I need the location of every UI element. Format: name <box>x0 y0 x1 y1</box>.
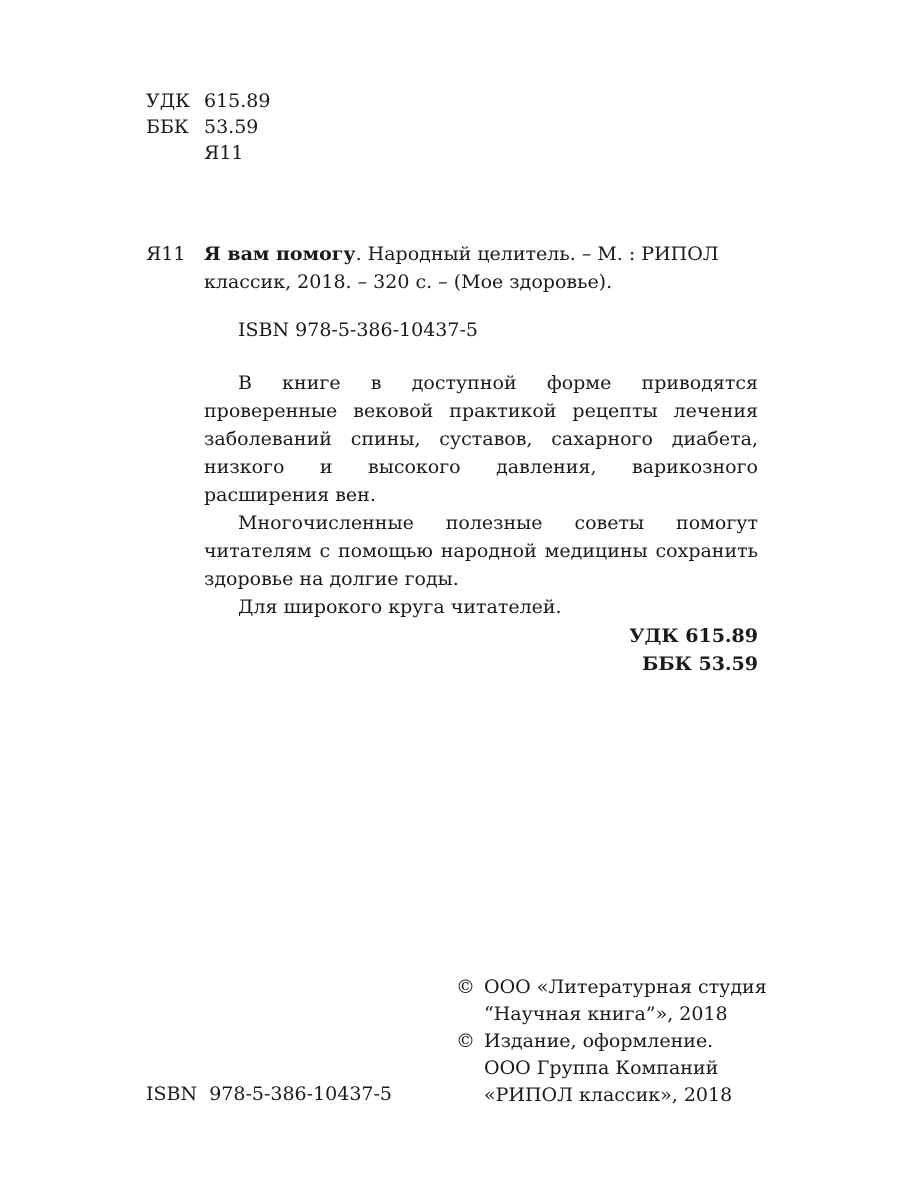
copyright-symbol-2: © <box>456 1030 475 1052</box>
copyright-line-5: «РИПОЛ классик», 2018 <box>484 1084 733 1106</box>
annotation-paragraph-3: Для широкого круга читателей. <box>238 596 562 618</box>
entry-line1-rest: . Народный целитель. – М. : РИПОЛ <box>355 243 719 265</box>
entry-line2: классик, 2018. – 320 с. – (Мое здоровье). <box>204 271 613 293</box>
right-udk: УДК 615.89 <box>629 625 758 647</box>
right-codes <box>629 622 758 678</box>
author-mark-row <box>146 140 270 166</box>
udk-value: 615.89 <box>204 90 271 112</box>
copyright-symbol-1: © <box>456 976 475 998</box>
book-title: Я вам помогу <box>204 243 356 265</box>
right-bbk: ББК 53.59 <box>642 653 758 675</box>
udk-row <box>146 88 270 114</box>
annotation <box>204 369 758 621</box>
bottom-isbn: ISBN 978-5-386-10437-5 <box>146 1083 393 1105</box>
annotation-paragraph-2: Многочисленные полезные советы помогут читателям с помощью народной медицины сохранить здоровье на долгие годы. <box>204 512 758 590</box>
copyright-line-1: ООО «Литературная студия <box>484 976 767 998</box>
copyright-line-4: ООО Группа Компаний <box>484 1057 719 1079</box>
bbk-value: 53.59 <box>204 116 259 138</box>
copyright-block <box>456 974 767 1109</box>
copyright-line-3: Издание, оформление. <box>484 1030 714 1052</box>
isbn-line: ISBN 978-5-386-10437-5 <box>238 319 478 341</box>
bbk-row <box>146 114 270 140</box>
entry-body <box>204 240 758 296</box>
udk-label: УДК <box>146 90 190 112</box>
bbk-label: ББК <box>146 116 189 138</box>
bibliographic-entry <box>146 240 758 296</box>
classification-codes <box>146 88 270 166</box>
author-mark: Я11 <box>204 142 244 164</box>
entry-mark: Я11 <box>146 243 186 265</box>
copyright-line-2: “Научная книга”», 2018 <box>484 1003 728 1025</box>
annotation-paragraph-1: В книге в доступной форме приводятся проверенные вековой практикой рецепты лечения заболеваний спины, суставов, сахарного диабета, низкого и высокого давления, варикозного расширения вен. <box>204 372 758 506</box>
